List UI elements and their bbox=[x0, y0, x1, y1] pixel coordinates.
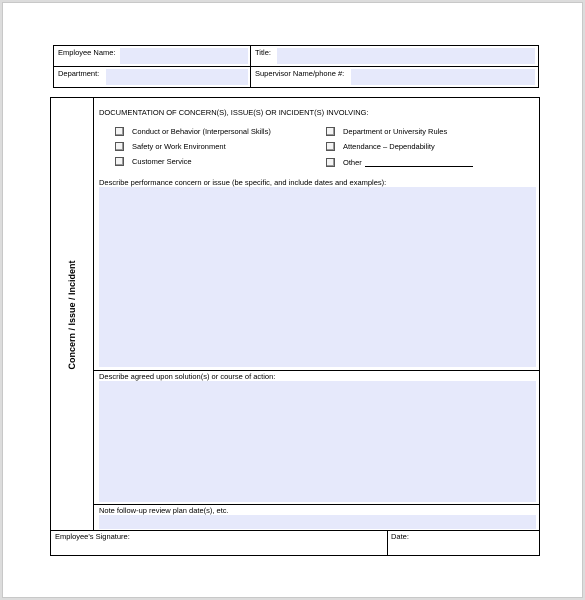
checkbox-box[interactable] bbox=[326, 142, 335, 151]
solution-label: Describe agreed upon solution(s) or course of action: bbox=[99, 372, 276, 381]
checkbox-department-rules[interactable] bbox=[326, 127, 447, 136]
concern-section bbox=[50, 97, 540, 556]
describe-concern-label: Describe performance concern or issue (be specific, and include dates and examples): bbox=[99, 178, 387, 187]
checkbox-box[interactable] bbox=[115, 142, 124, 151]
checkbox-safety[interactable] bbox=[115, 142, 226, 151]
form-page bbox=[2, 2, 583, 598]
supervisor-field[interactable] bbox=[351, 69, 535, 85]
divider bbox=[51, 530, 539, 531]
title-cell bbox=[251, 46, 538, 67]
checkbox-box[interactable] bbox=[115, 157, 124, 166]
checkbox-label: Safety or Work Environment bbox=[132, 142, 226, 151]
date-label: Date: bbox=[391, 532, 409, 541]
supervisor-label: Supervisor Name/phone #: bbox=[255, 69, 345, 78]
checkbox-attendance[interactable] bbox=[326, 142, 435, 151]
divider bbox=[94, 370, 539, 371]
title-field[interactable] bbox=[277, 48, 535, 64]
followup-field[interactable] bbox=[99, 515, 536, 529]
checkbox-customer-service[interactable] bbox=[115, 157, 192, 166]
section-heading: DOCUMENTATION OF CONCERN(S), ISSUE(S) OR INCIDENT(S) INVOLVING: bbox=[99, 108, 369, 117]
other-underline bbox=[365, 166, 473, 167]
checkbox-box[interactable] bbox=[326, 158, 335, 167]
side-label-column bbox=[51, 98, 94, 531]
divider bbox=[94, 504, 539, 505]
employee-info-table bbox=[53, 45, 539, 88]
checkbox-conduct[interactable] bbox=[115, 127, 271, 136]
checkbox-box[interactable] bbox=[115, 127, 124, 136]
solution-textarea[interactable] bbox=[99, 381, 536, 502]
employee-name-label: Employee Name: bbox=[58, 48, 116, 57]
checkbox-box[interactable] bbox=[326, 127, 335, 136]
employee-name-field[interactable] bbox=[120, 48, 248, 64]
department-field[interactable] bbox=[106, 69, 248, 85]
checkbox-label: Other bbox=[343, 157, 362, 167]
checkbox-label: Customer Service bbox=[132, 157, 192, 166]
title-label: Title: bbox=[255, 48, 271, 57]
employee-name-cell bbox=[54, 46, 251, 67]
checkbox-label: Attendance – Dependability bbox=[343, 142, 435, 151]
department-label: Department: bbox=[58, 69, 100, 78]
divider bbox=[387, 530, 388, 555]
department-cell bbox=[54, 67, 251, 87]
followup-label: Note follow-up review plan date(s), etc. bbox=[99, 506, 229, 515]
checkbox-label: Conduct or Behavior (Interpersonal Skills) bbox=[132, 127, 271, 136]
supervisor-cell bbox=[251, 67, 538, 87]
signature-label: Employee's Signature: bbox=[55, 532, 130, 541]
concern-textarea[interactable] bbox=[99, 187, 536, 367]
checkbox-label: Department or University Rules bbox=[343, 127, 448, 136]
checkbox-other[interactable] bbox=[326, 157, 473, 167]
side-label-text: Concern / Issue / Incident bbox=[67, 259, 77, 370]
